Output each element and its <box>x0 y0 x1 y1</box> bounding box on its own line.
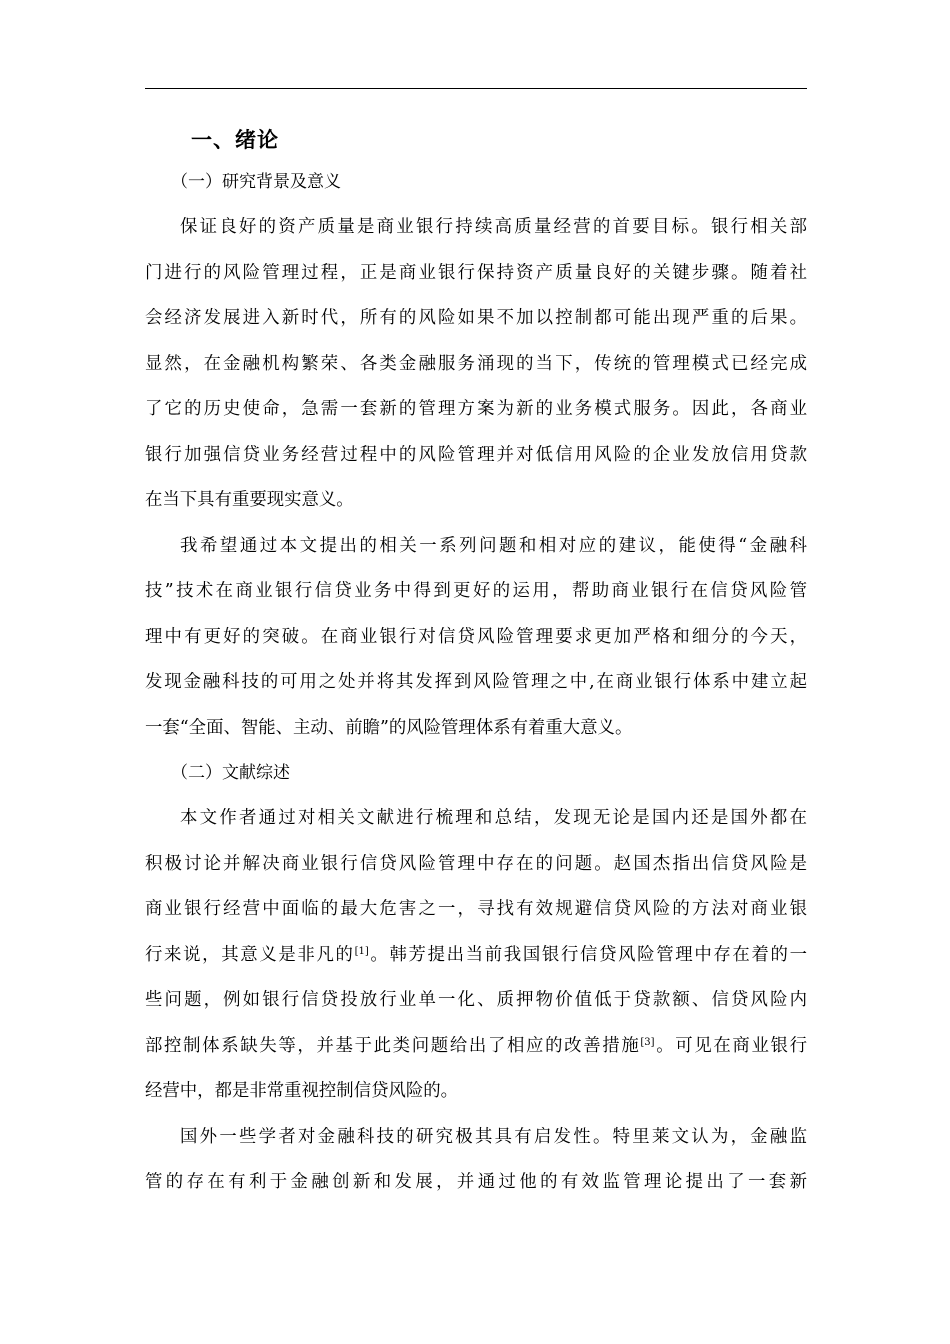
paragraph-line: 本文作者通过对相关文献进行梳理和总结，发现无论是国内还是国外都在 <box>180 808 807 828</box>
line-text: 。韩芳提出当前我国银行信贷风险管理中存在着的一 <box>368 944 807 965</box>
section-title-literature: （二）文献综述 <box>171 763 290 783</box>
paragraph-line: 银行加强信贷业务经营过程中的风险管理并对低信用风险的企业发放信用贷款 <box>145 444 807 465</box>
section-title-background: （一）研究背景及意义 <box>171 172 341 192</box>
paragraph-line: 国外一些学者对金融科技的研究极其具有启发性。特里莱文认为，金融监 <box>180 1126 807 1147</box>
paragraph-line: 技”技术在商业银行信贷业务中得到更好的运用，帮助商业银行在信贷风险管 <box>145 581 807 601</box>
citation-3: [3] <box>640 1036 655 1048</box>
paragraph-line: 理中有更好的突破。在商业银行对信贷风险管理要求更加严格和细分的今天， <box>145 626 807 647</box>
paragraph-line: 管的存在有利于金融创新和发展，并通过他的有效监管理论提出了一套新 <box>145 1172 807 1192</box>
document-body <box>145 120 807 1206</box>
paragraph-line: 经营中，都是非常重视控制信贷风险的。 <box>145 1081 459 1101</box>
paragraph-line-with-citation <box>145 1024 807 1070</box>
paragraph-line: 门进行的风险管理过程，正是商业银行保持资产质量良好的关键步骤。随着社 <box>145 262 807 283</box>
paragraph-background-2 <box>145 524 807 752</box>
paragraph-line: 积极讨论并解决商业银行信贷风险管理中存在的问题。赵国杰指出信贷风险是 <box>145 853 807 874</box>
line-text: 。可见在商业银行 <box>654 1035 807 1056</box>
paragraph-line: 显然，在金融机构繁荣、各类金融服务涌现的当下，传统的管理模式已经完成 <box>145 353 807 374</box>
paragraph-line: 一套“全面、智能、主动、前瞻”的风险管理体系有着重大意义。 <box>145 717 633 738</box>
paragraph-literature-1 <box>145 796 807 1115</box>
paragraph-background-1 <box>145 205 807 524</box>
chapter-title: 一、绪论 <box>191 128 279 152</box>
paragraph-line: 我希望通过本文提出的相关一系列问题和相对应的建议，能使得“金融科 <box>180 535 807 556</box>
line-text: 部控制体系缺失等，并基于此类问题给出了相应的改善措施 <box>145 1035 641 1056</box>
citation-1: [1] <box>354 945 369 957</box>
paragraph-line: 些问题，例如银行信贷投放行业单一化、质押物价值低于贷款额、信贷风险内 <box>145 990 807 1010</box>
paragraph-line: 在当下具有重要现实意义。 <box>145 490 354 510</box>
paragraph-literature-2 <box>145 1115 807 1206</box>
paragraph-line: 会经济发展进入新时代，所有的风险如果不加以控制都可能出现严重的后果。 <box>145 308 807 328</box>
paragraph-line: 发现金融科技的可用之处并将其发挥到风险管理之中,在商业银行体系中建立起 <box>145 672 807 692</box>
line-text: 行来说，其意义是非凡的 <box>145 944 355 965</box>
paragraph-line: 商业银行经营中面临的最大危害之一，寻找有效规避信贷风险的方法对商业银 <box>145 899 807 919</box>
paragraph-line-with-citation <box>145 933 807 979</box>
paragraph-line: 了它的历史使命，急需一套新的管理方案为新的业务模式服务。因此，各商业 <box>145 399 807 419</box>
header-rule <box>145 88 807 89</box>
paragraph-line: 保证良好的资产质量是商业银行持续高质量经营的首要目标。银行相关部 <box>180 217 807 237</box>
